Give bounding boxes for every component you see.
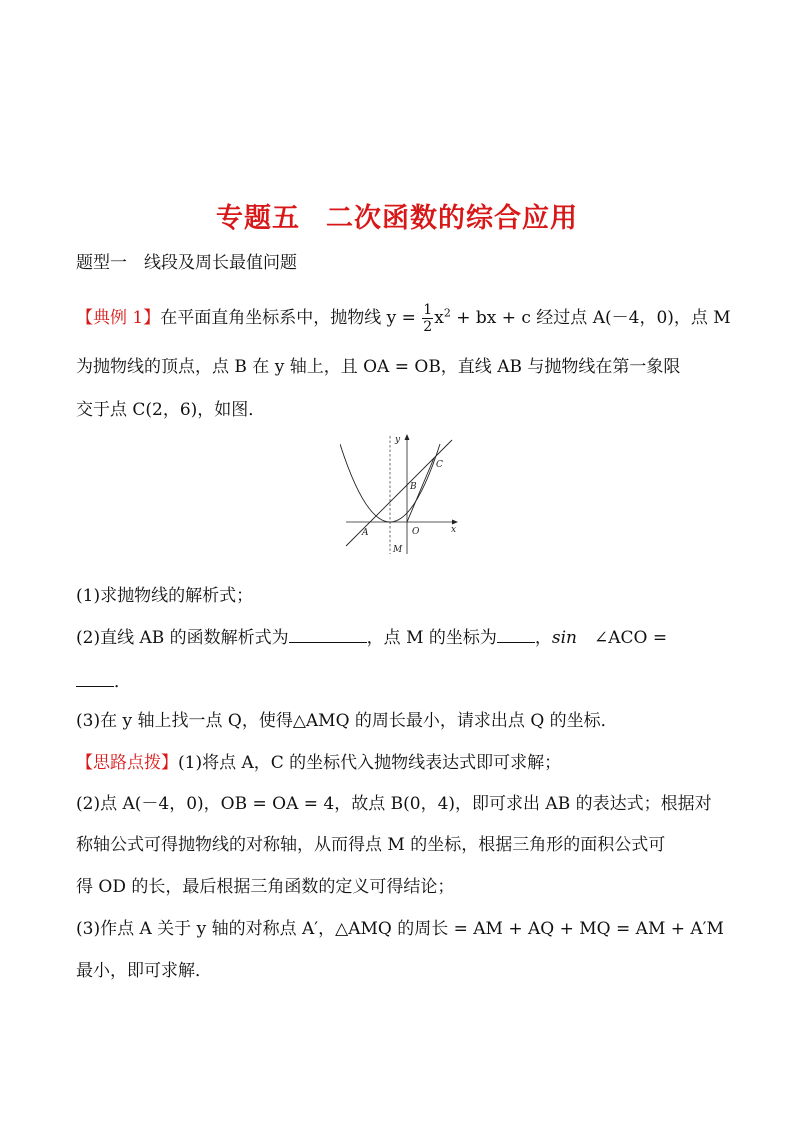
hint-line-6: 最小，即可求解． bbox=[76, 961, 212, 981]
page-title bbox=[0, 196, 794, 235]
fraction-numerator: 1 bbox=[423, 302, 433, 318]
label-b: B bbox=[410, 482, 417, 492]
answer-blank-m[interactable] bbox=[497, 628, 535, 643]
hint-line-1 bbox=[76, 752, 561, 774]
example-text-a: 在平面直角坐标系中，抛物线 y = bbox=[160, 308, 416, 328]
parabola-graph bbox=[340, 432, 464, 558]
exponent: 2 bbox=[443, 306, 451, 320]
q2-text-c: ， bbox=[534, 628, 552, 648]
q2-end-mark: ． bbox=[114, 672, 131, 692]
label-m: M bbox=[393, 545, 403, 555]
parabola-figure bbox=[340, 432, 464, 558]
example-tag: 【典例 1】 bbox=[76, 308, 161, 328]
example-text-b: + bx + c 经过点 A(－4，0)，点 M bbox=[450, 308, 731, 328]
label-y: y bbox=[395, 435, 401, 445]
sin-label: sin bbox=[551, 628, 578, 648]
title-part1: 专题五 bbox=[216, 203, 300, 234]
section-heading: 题型一 线段及周长最值问题 bbox=[76, 253, 297, 273]
hint-line-2: (2)点 A(－4，0)，OB = OA = 4，故点 B(0，4)，即可求出 AB 的表达式；根据对 bbox=[76, 794, 712, 814]
hint-tag: 【思路点拨】 bbox=[76, 753, 178, 773]
x-axis-arrow-icon bbox=[452, 520, 458, 525]
example-line-1 bbox=[76, 302, 731, 335]
question-3: (3)在 y 轴上找一点 Q，使得△AMQ 的周长最小，请求出点 Q 的坐标． bbox=[76, 711, 618, 731]
fraction-denominator: 2 bbox=[423, 319, 433, 335]
answer-blank-sin[interactable] bbox=[76, 672, 114, 687]
y-axis-arrow-icon bbox=[405, 434, 410, 440]
question-2 bbox=[76, 627, 667, 649]
label-x: x bbox=[451, 525, 457, 535]
q2-text-b: ，点 M 的坐标为 bbox=[366, 628, 497, 648]
question-2-end bbox=[76, 671, 131, 693]
title-part2: 二次函数的综合应用 bbox=[326, 203, 578, 234]
q2-text-a: (2)直线 AB 的函数解析式为 bbox=[76, 628, 289, 648]
hint-line-4: 得 OD 的长，最后根据三角函数的定义可得结论； bbox=[76, 877, 455, 897]
hint-line-5: (3)作点 A 关于 y 轴的对称点 A′，△AMQ 的周长 = AM + AQ + MQ = AM + A′M bbox=[76, 919, 724, 939]
label-a: A bbox=[362, 528, 369, 538]
answer-blank-ab[interactable] bbox=[289, 628, 367, 643]
label-o: O bbox=[412, 527, 420, 537]
q2-text-d: ∠ACO = bbox=[577, 628, 668, 648]
example-line-2: 为抛物线的顶点，点 B 在 y 轴上，且 OA = OB，直线 AB 与抛物线在第一象限 bbox=[76, 357, 681, 377]
fraction-one-half bbox=[422, 302, 433, 335]
example-line-3: 交于点 C(2，6)，如图． bbox=[76, 400, 266, 420]
hint-line-3: 称轴公式可得抛物线的对称轴，从而得点 M 的坐标，根据三角形的面积公式可 bbox=[76, 835, 666, 855]
label-c: C bbox=[436, 460, 443, 470]
var-x: x bbox=[434, 308, 444, 328]
hint-text-1: (1)将点 A，C 的坐标代入抛物线表达式即可求解； bbox=[178, 753, 562, 773]
question-1: (1)求抛物线的解析式； bbox=[76, 586, 254, 606]
